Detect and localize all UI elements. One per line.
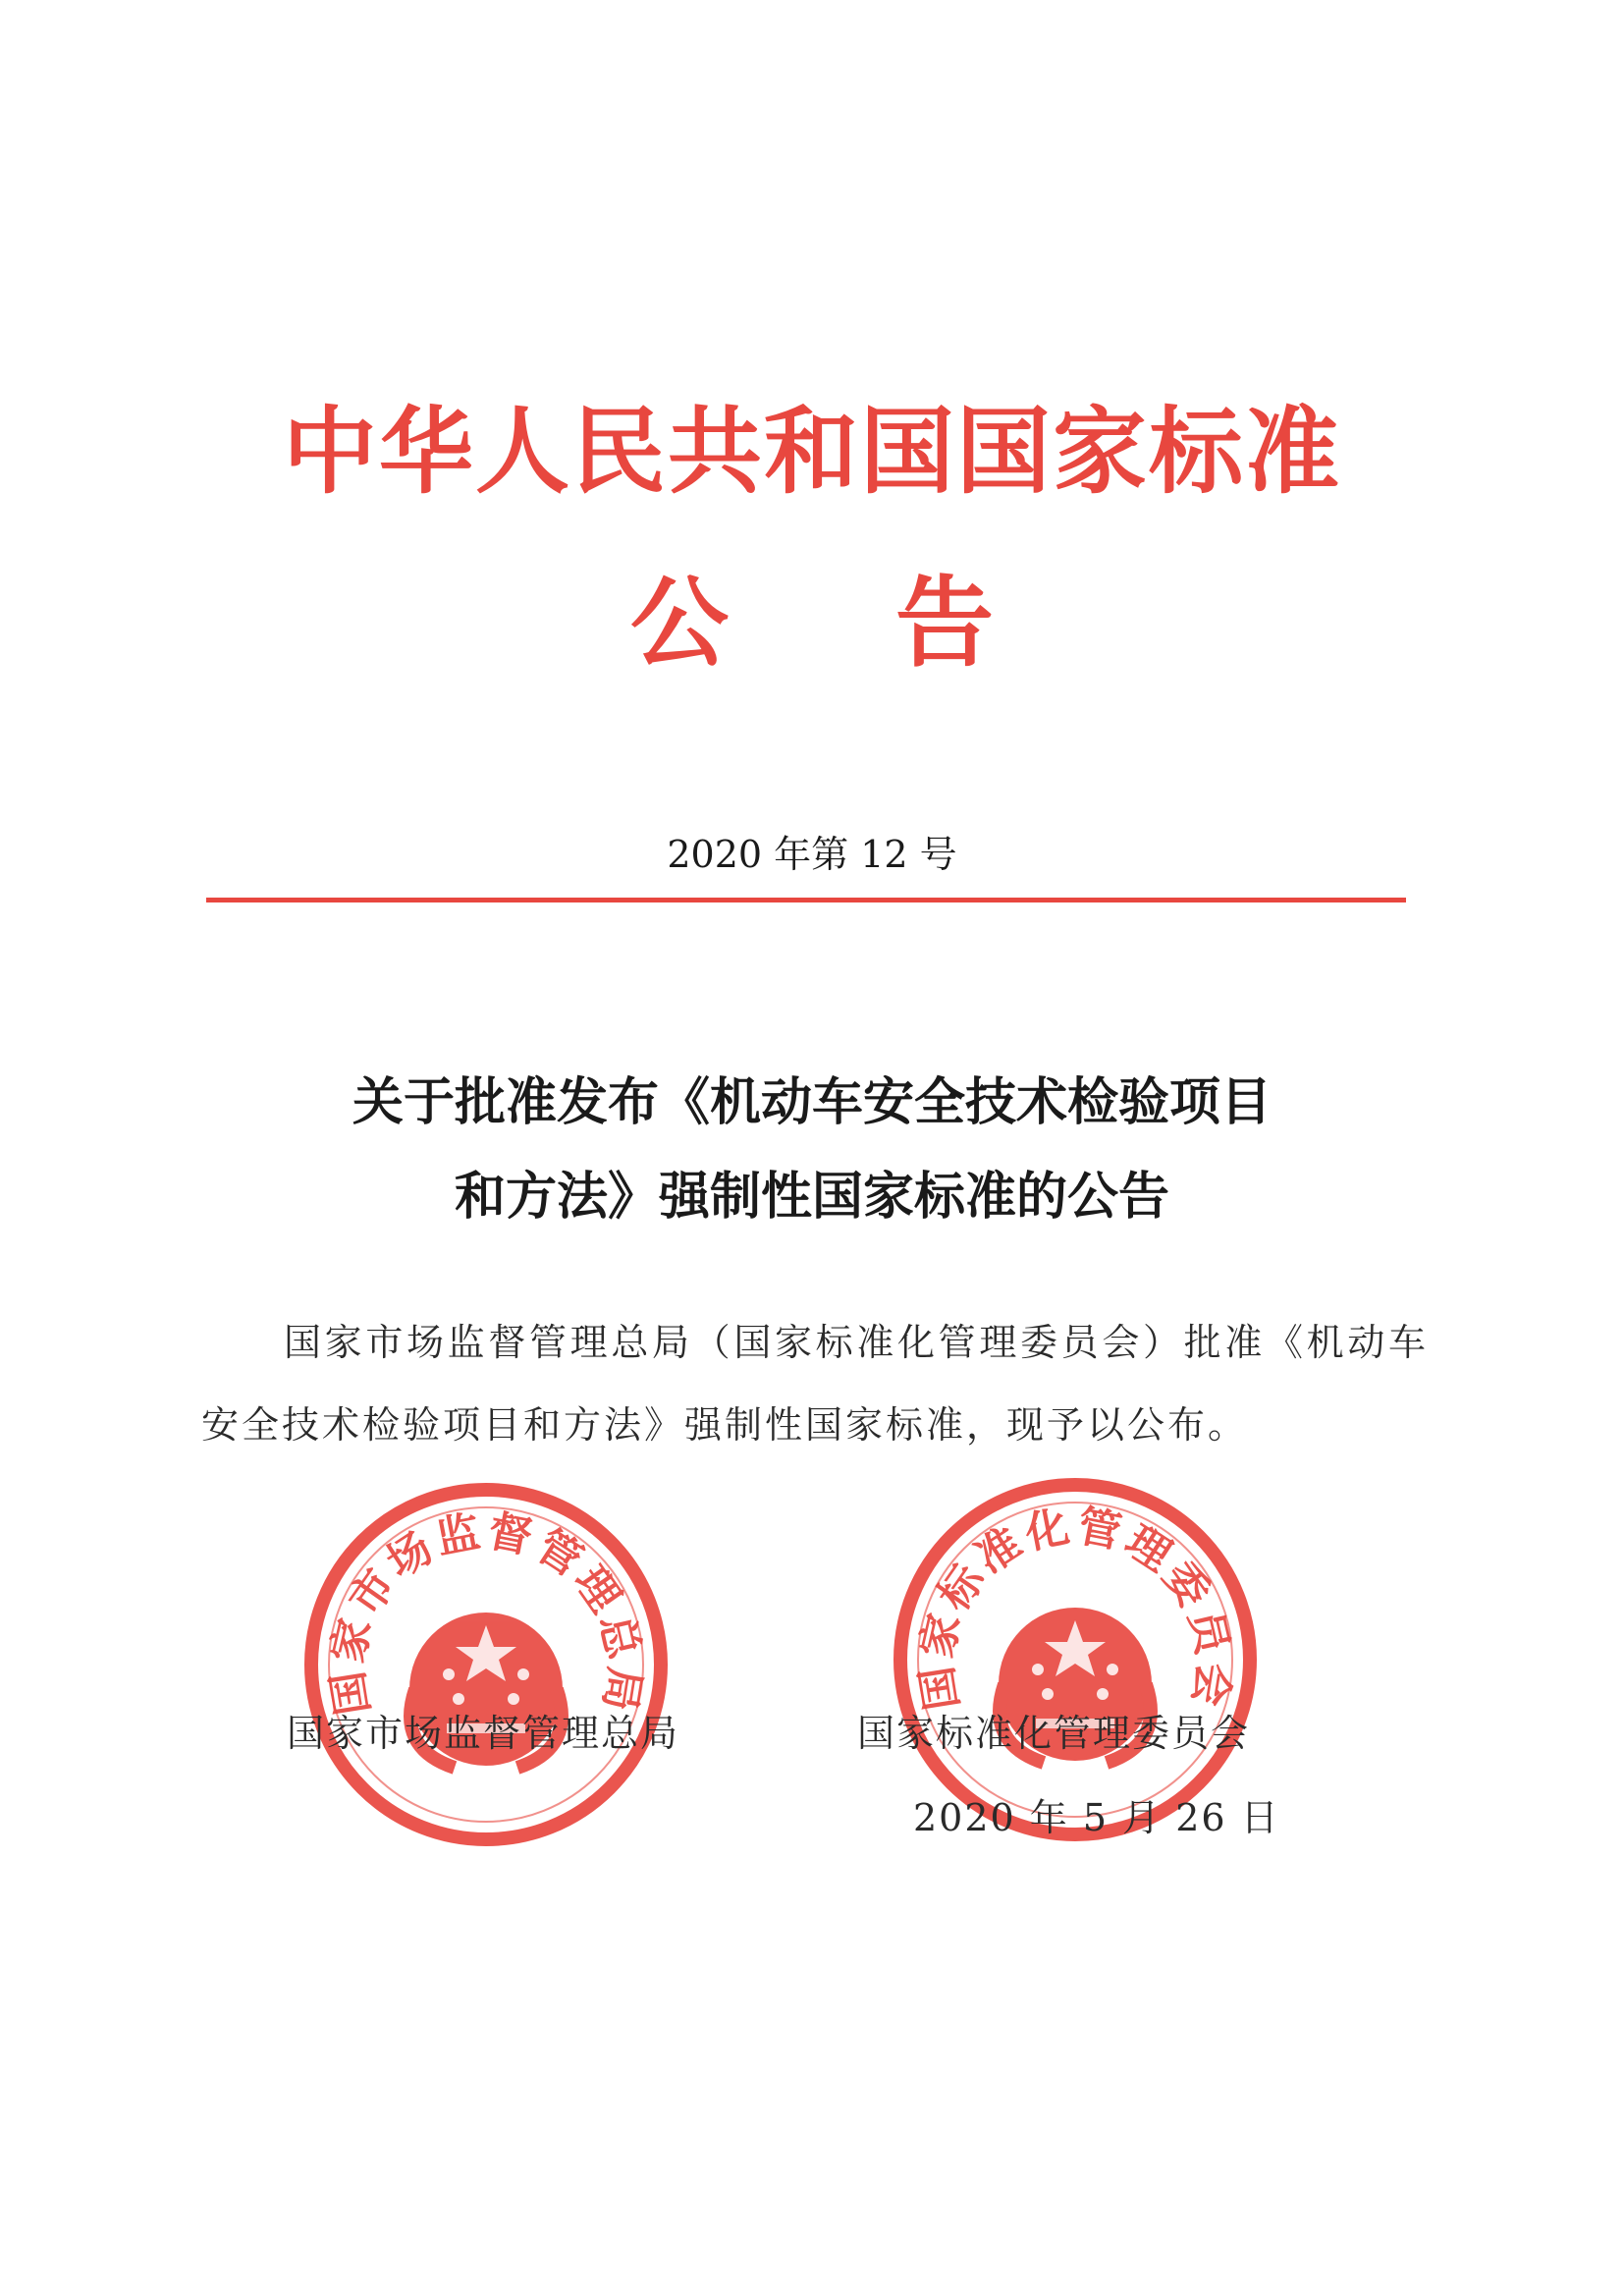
- signature-issuer-left: 国家市场监督管理总局: [287, 1712, 680, 1755]
- notice-title-line-2: 和方法》强制性国家标准的公告: [454, 1168, 1169, 1227]
- notice-title-line-1: 关于批准发布《机动车安全技术检验项目: [352, 1073, 1272, 1132]
- official-seal-right: [889, 1473, 1262, 1846]
- official-seal-left: [299, 1478, 673, 1851]
- svg-text:国家标准化管理委员会: 国家标准化管理委员会: [911, 1501, 1239, 1714]
- header-title: 中华人民共和国国家标准: [283, 397, 1341, 507]
- header-subtitle: 公告: [630, 566, 1161, 681]
- document-number: 2020 年第 12 号: [667, 833, 957, 876]
- notice-title: [196, 1056, 1428, 1244]
- svg-text:国家市场监督管理总局: 国家市场监督管理总局: [322, 1505, 650, 1719]
- notice-body: 国家市场监督管理总局（国家标准化管理委员会）批准《机动车安全技术检验项目和方法》强制性国家标准，现予以公布。: [201, 1321, 1429, 1447]
- issue-date: 2020 年 5 月 26 日: [913, 1796, 1280, 1839]
- red-divider-line: [206, 898, 1406, 902]
- signature-issuer-right: 国家标准化管理委员会: [857, 1712, 1251, 1755]
